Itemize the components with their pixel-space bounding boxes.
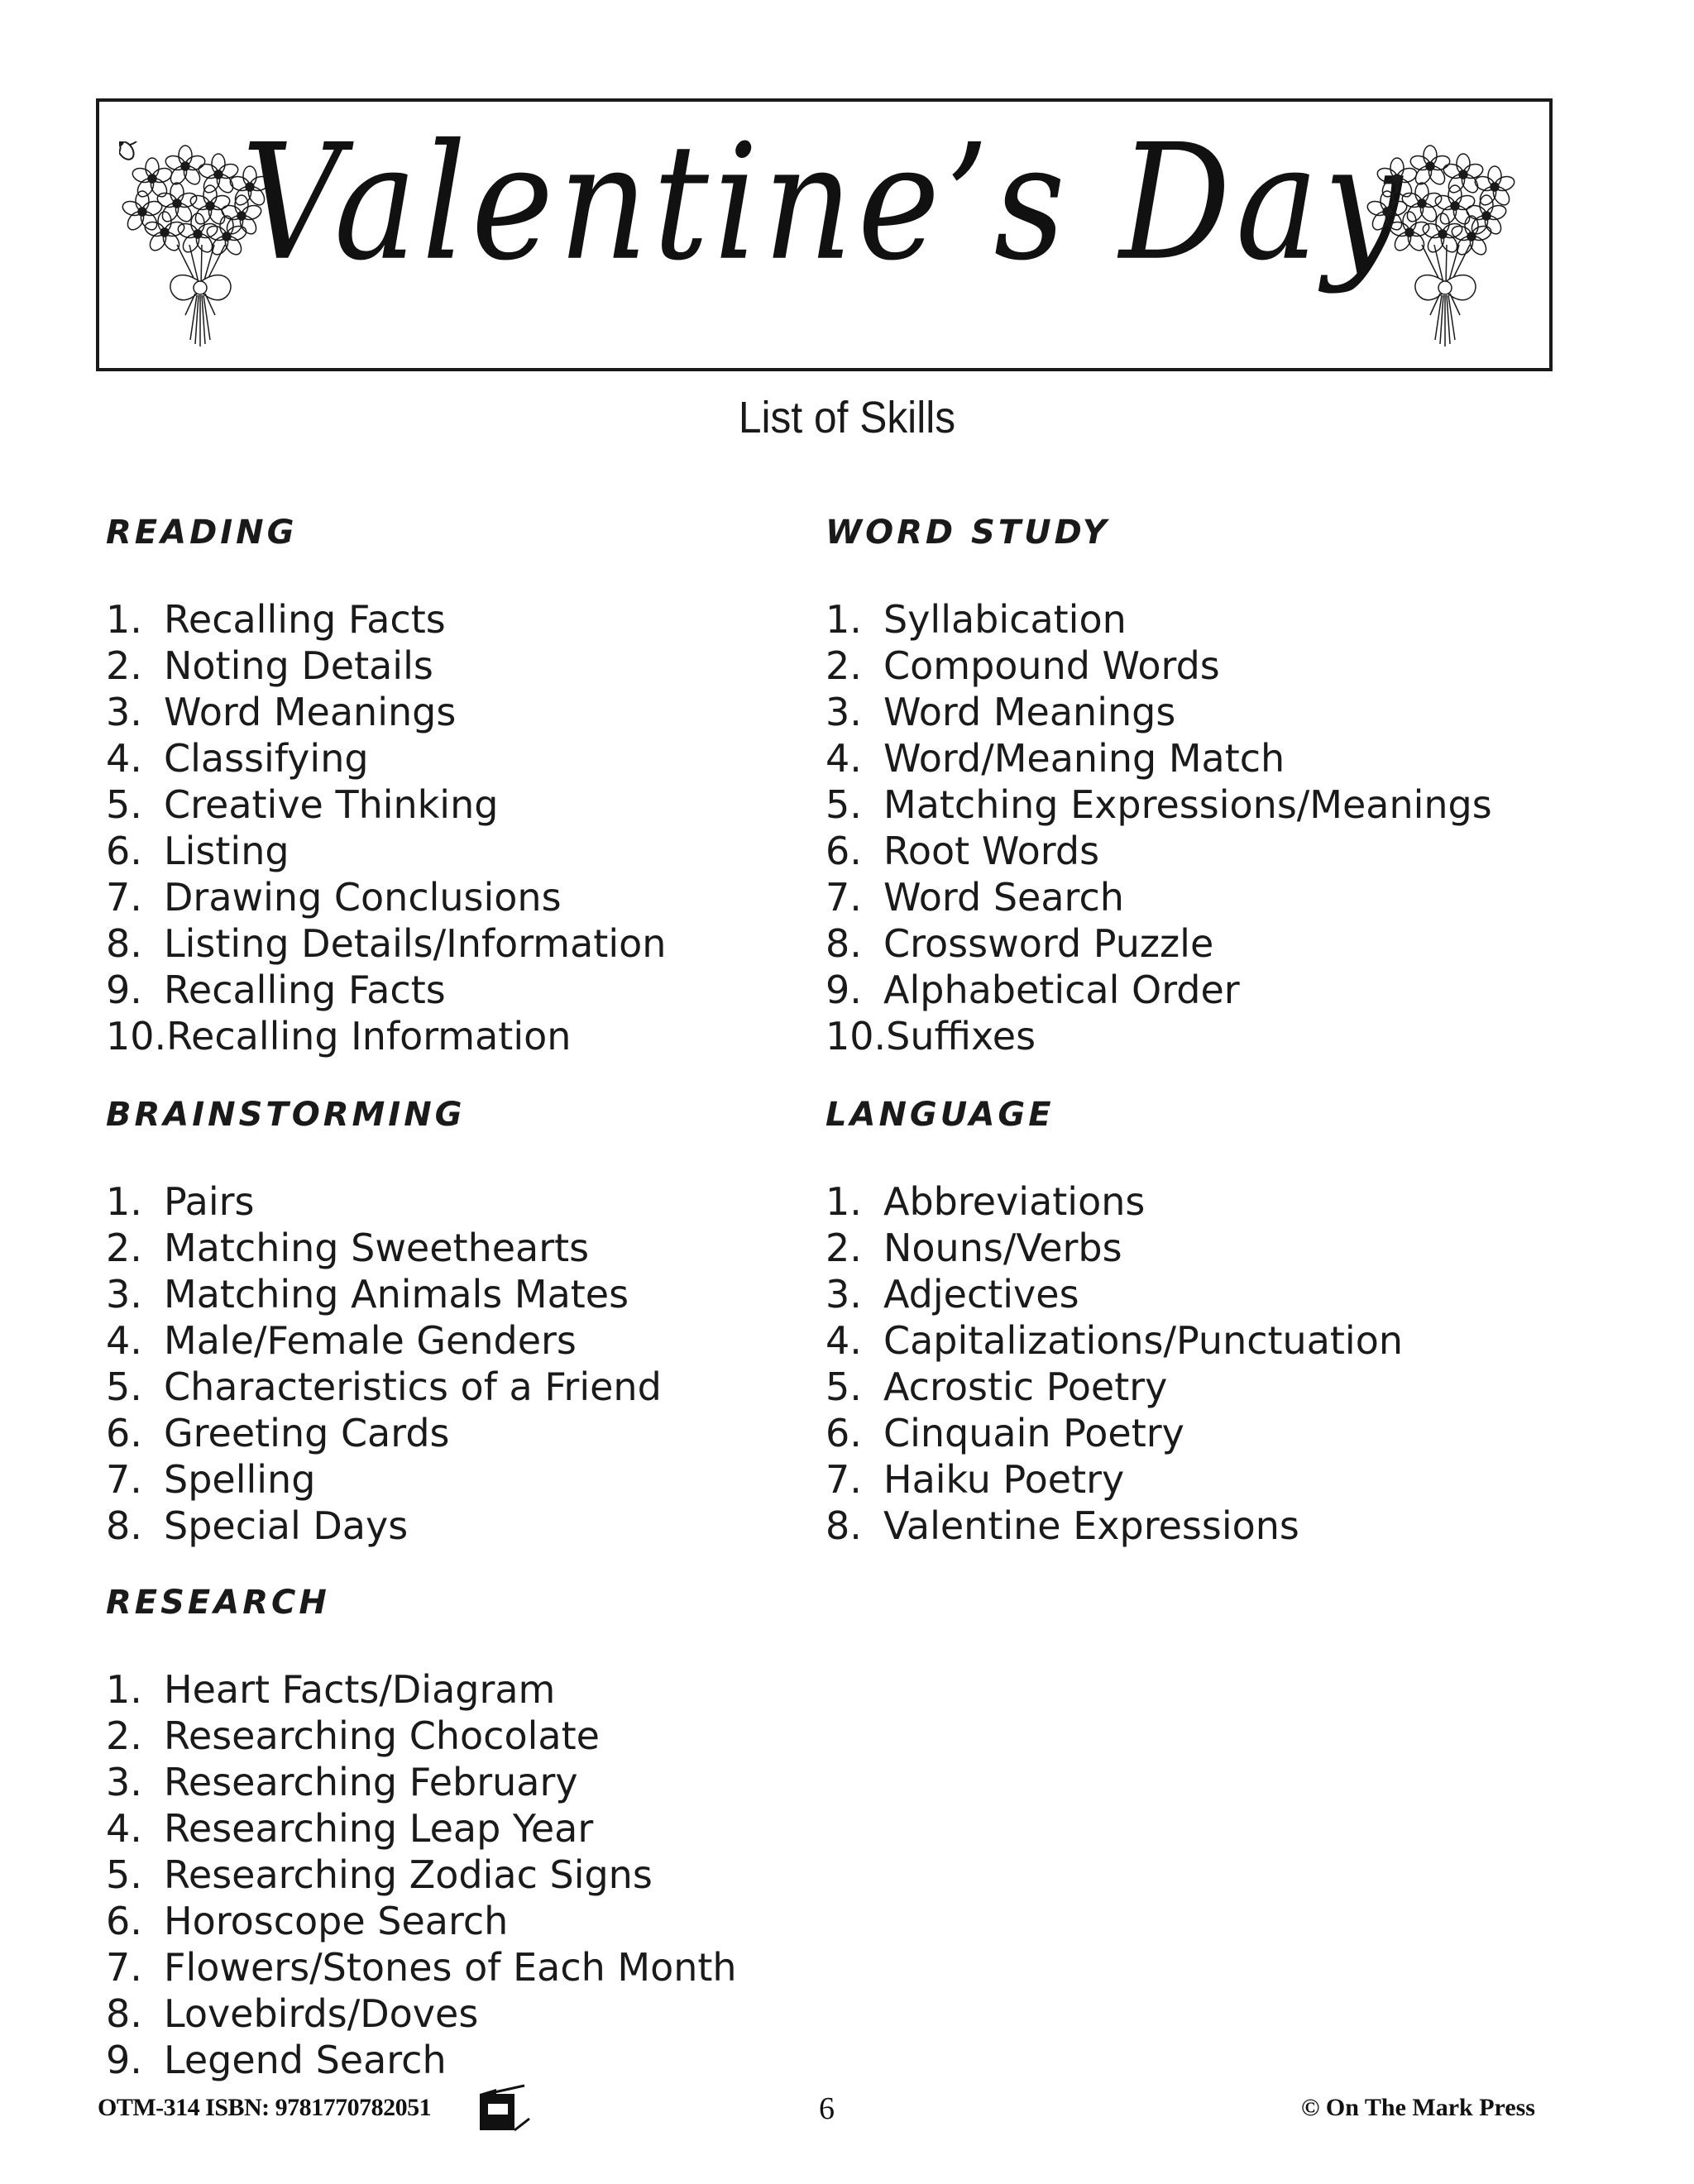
- list-item: [825, 1317, 1403, 1364]
- list-item: [825, 1503, 1403, 1549]
- list-item: [106, 596, 666, 643]
- item-label: Characteristics of a Friend: [164, 1364, 662, 1409]
- item-label: Noting Details: [164, 643, 433, 688]
- item-number: 6.: [106, 1899, 142, 1943]
- item-number: 9.: [106, 968, 142, 1012]
- item-label: Pairs: [164, 1179, 255, 1224]
- item-number: 3.: [825, 690, 862, 734]
- item-label: Researching February: [164, 1760, 578, 1804]
- item-number: 10.: [106, 1014, 167, 1059]
- item-number: 5.: [106, 1852, 142, 1897]
- list-item: [106, 1271, 662, 1317]
- item-number: 9.: [825, 968, 862, 1012]
- item-number: 7.: [106, 1457, 142, 1502]
- list-item: [825, 1013, 1492, 1059]
- title-banner: [96, 98, 1553, 371]
- item-label: Adjectives: [883, 1272, 1079, 1317]
- item-number: 5.: [825, 1364, 862, 1409]
- list-item: [825, 735, 1492, 781]
- item-number: 1.: [825, 1179, 862, 1224]
- list-item: [825, 1271, 1403, 1317]
- item-label: Matching Sweethearts: [164, 1226, 590, 1270]
- item-label: Legend Search: [164, 2038, 447, 2082]
- item-label: Recalling Information: [166, 1014, 572, 1059]
- list-item: [106, 1990, 737, 2037]
- list-item: [825, 643, 1492, 689]
- item-label: Researching Chocolate: [164, 1713, 600, 1758]
- item-label: Syllabication: [883, 597, 1127, 642]
- list-item: [106, 1898, 737, 1944]
- item-label: Matching Animals Mates: [164, 1272, 629, 1317]
- list-item: [106, 1852, 737, 1898]
- list-item: [106, 1364, 662, 1410]
- item-label: Suffixes: [886, 1014, 1036, 1059]
- skill-list: [106, 596, 666, 1059]
- list-item: [106, 1713, 737, 1759]
- item-number: 3.: [106, 1760, 142, 1804]
- list-item: [825, 1225, 1403, 1271]
- item-label: Haiku Poetry: [883, 1457, 1125, 1502]
- item-label: Acrostic Poetry: [883, 1364, 1168, 1409]
- item-label: Compound Words: [883, 643, 1220, 688]
- item-label: Creative Thinking: [164, 782, 499, 827]
- item-number: 8.: [825, 1503, 862, 1548]
- list-item: [825, 828, 1492, 874]
- skill-list: [106, 1666, 737, 2083]
- item-number: 6.: [106, 1411, 142, 1455]
- item-number: 4.: [106, 736, 142, 781]
- page-subtitle: List of Skills: [738, 393, 956, 442]
- item-number: 7.: [106, 875, 142, 920]
- list-item: [106, 2037, 737, 2083]
- list-item: [825, 1364, 1403, 1410]
- list-item: [106, 1410, 662, 1456]
- item-label: Recalling Facts: [164, 968, 446, 1012]
- section-language: [825, 1098, 1403, 1549]
- section-heading: READING: [106, 514, 298, 552]
- page-number: 6: [819, 2091, 835, 2126]
- item-label: Recalling Facts: [164, 597, 446, 642]
- item-label: Root Words: [883, 829, 1100, 873]
- item-label: Listing: [164, 829, 290, 873]
- list-item: [825, 689, 1492, 735]
- list-item: [106, 1759, 737, 1805]
- item-number: 3.: [106, 1272, 142, 1317]
- page-footer: [0, 2091, 1694, 2130]
- item-label: Abbreviations: [883, 1179, 1146, 1224]
- list-item: [106, 1666, 737, 1713]
- item-number: 2.: [106, 1226, 142, 1270]
- skill-list: [106, 1178, 662, 1549]
- list-item: [106, 1225, 662, 1271]
- item-number: 1.: [106, 1179, 142, 1224]
- item-label: Researching Zodiac Signs: [164, 1852, 653, 1897]
- item-number: 9.: [106, 2038, 142, 2082]
- item-label: Alphabetical Order: [883, 968, 1240, 1012]
- list-item: [106, 689, 666, 735]
- item-number: 5.: [106, 782, 142, 827]
- item-label: Flowers/Stones of Each Month: [164, 1945, 737, 1990]
- item-number: 4.: [106, 1318, 142, 1363]
- publisher-copyright: © On The Mark Press: [1301, 2094, 1535, 2121]
- list-item: [825, 1410, 1403, 1456]
- item-number: 4.: [825, 1318, 862, 1363]
- list-item: [106, 643, 666, 689]
- section-heading: WORD STUDY: [825, 514, 1110, 552]
- item-number: 8.: [106, 1991, 142, 2036]
- section-word-study: [825, 516, 1492, 1059]
- item-number: 10.: [825, 1014, 887, 1059]
- item-label: Drawing Conclusions: [164, 875, 562, 920]
- skill-list: [825, 1178, 1403, 1549]
- section-heading: BRAINSTORMING: [106, 1096, 466, 1134]
- item-label: Heart Facts/Diagram: [164, 1667, 556, 1712]
- section-research: [106, 1586, 737, 2083]
- item-number: 8.: [106, 1503, 142, 1548]
- item-label: Nouns/Verbs: [883, 1226, 1122, 1270]
- item-number: 5.: [825, 782, 862, 827]
- skill-list: [825, 596, 1492, 1059]
- list-item: [106, 967, 666, 1013]
- item-number: 5.: [106, 1364, 142, 1409]
- item-number: 3.: [825, 1272, 862, 1317]
- item-number: 8.: [106, 921, 142, 966]
- list-item: [825, 781, 1492, 828]
- item-number: 7.: [106, 1945, 142, 1990]
- item-number: 7.: [825, 1457, 862, 1502]
- page-title: Valentine’s Day: [241, 109, 1408, 296]
- item-number: 6.: [825, 829, 862, 873]
- list-item: [825, 920, 1492, 967]
- item-label: Male/Female Genders: [164, 1318, 577, 1363]
- section-reading: [106, 516, 666, 1059]
- photocopier-icon: [471, 2082, 562, 2132]
- item-number: 2.: [825, 1226, 862, 1270]
- list-item: [106, 1013, 666, 1059]
- item-number: 1.: [106, 1667, 142, 1712]
- item-label: Matching Expressions/Meanings: [883, 782, 1492, 827]
- item-number: 4.: [106, 1806, 142, 1851]
- item-label: Word Meanings: [164, 690, 457, 734]
- item-label: Horoscope Search: [164, 1899, 509, 1943]
- list-item: [106, 735, 666, 781]
- list-item: [106, 1503, 662, 1549]
- list-item: [825, 1456, 1403, 1503]
- item-label: Valentine Expressions: [883, 1503, 1299, 1548]
- item-number: 7.: [825, 875, 862, 920]
- item-label: Special Days: [164, 1503, 409, 1548]
- list-item: [106, 920, 666, 967]
- item-label: Listing Details/Information: [164, 921, 667, 966]
- product-code-isbn: OTM-314 ISBN: 9781770782051: [98, 2094, 432, 2121]
- item-label: Spelling: [164, 1457, 316, 1502]
- item-label: Word Search: [883, 875, 1124, 920]
- section-heading: RESEARCH: [106, 1584, 330, 1622]
- item-number: 8.: [825, 921, 862, 966]
- list-item: [106, 781, 666, 828]
- item-number: 1.: [825, 597, 862, 642]
- list-item: [106, 1456, 662, 1503]
- item-label: Classifying: [164, 736, 369, 781]
- list-item: [106, 874, 666, 920]
- item-label: Greeting Cards: [164, 1411, 450, 1455]
- item-number: 2.: [825, 643, 862, 688]
- item-number: 6.: [825, 1411, 862, 1455]
- item-number: 2.: [106, 1713, 142, 1758]
- flower-bouquet-icon: [1364, 141, 1529, 348]
- list-item: [106, 1944, 737, 1990]
- item-label: Lovebirds/Doves: [164, 1991, 479, 2036]
- item-number: 3.: [106, 690, 142, 734]
- list-item: [106, 1178, 662, 1225]
- item-label: Researching Leap Year: [164, 1806, 594, 1851]
- list-item: [106, 1805, 737, 1852]
- item-label: Word Meanings: [883, 690, 1176, 734]
- item-label: Word/Meaning Match: [883, 736, 1285, 781]
- item-number: 4.: [825, 736, 862, 781]
- section-brainstorming: [106, 1098, 662, 1549]
- item-label: Cinquain Poetry: [883, 1411, 1184, 1455]
- list-item: [825, 1178, 1403, 1225]
- list-item: [106, 828, 666, 874]
- list-item: [106, 1317, 662, 1364]
- list-item: [825, 967, 1492, 1013]
- item-label: Crossword Puzzle: [883, 921, 1214, 966]
- list-item: [825, 596, 1492, 643]
- item-label: Capitalizations/Punctuation: [883, 1318, 1404, 1363]
- section-heading: LANGUAGE: [825, 1096, 1055, 1134]
- list-item: [825, 874, 1492, 920]
- item-number: 6.: [106, 829, 142, 873]
- item-number: 2.: [106, 643, 142, 688]
- item-number: 1.: [106, 597, 142, 642]
